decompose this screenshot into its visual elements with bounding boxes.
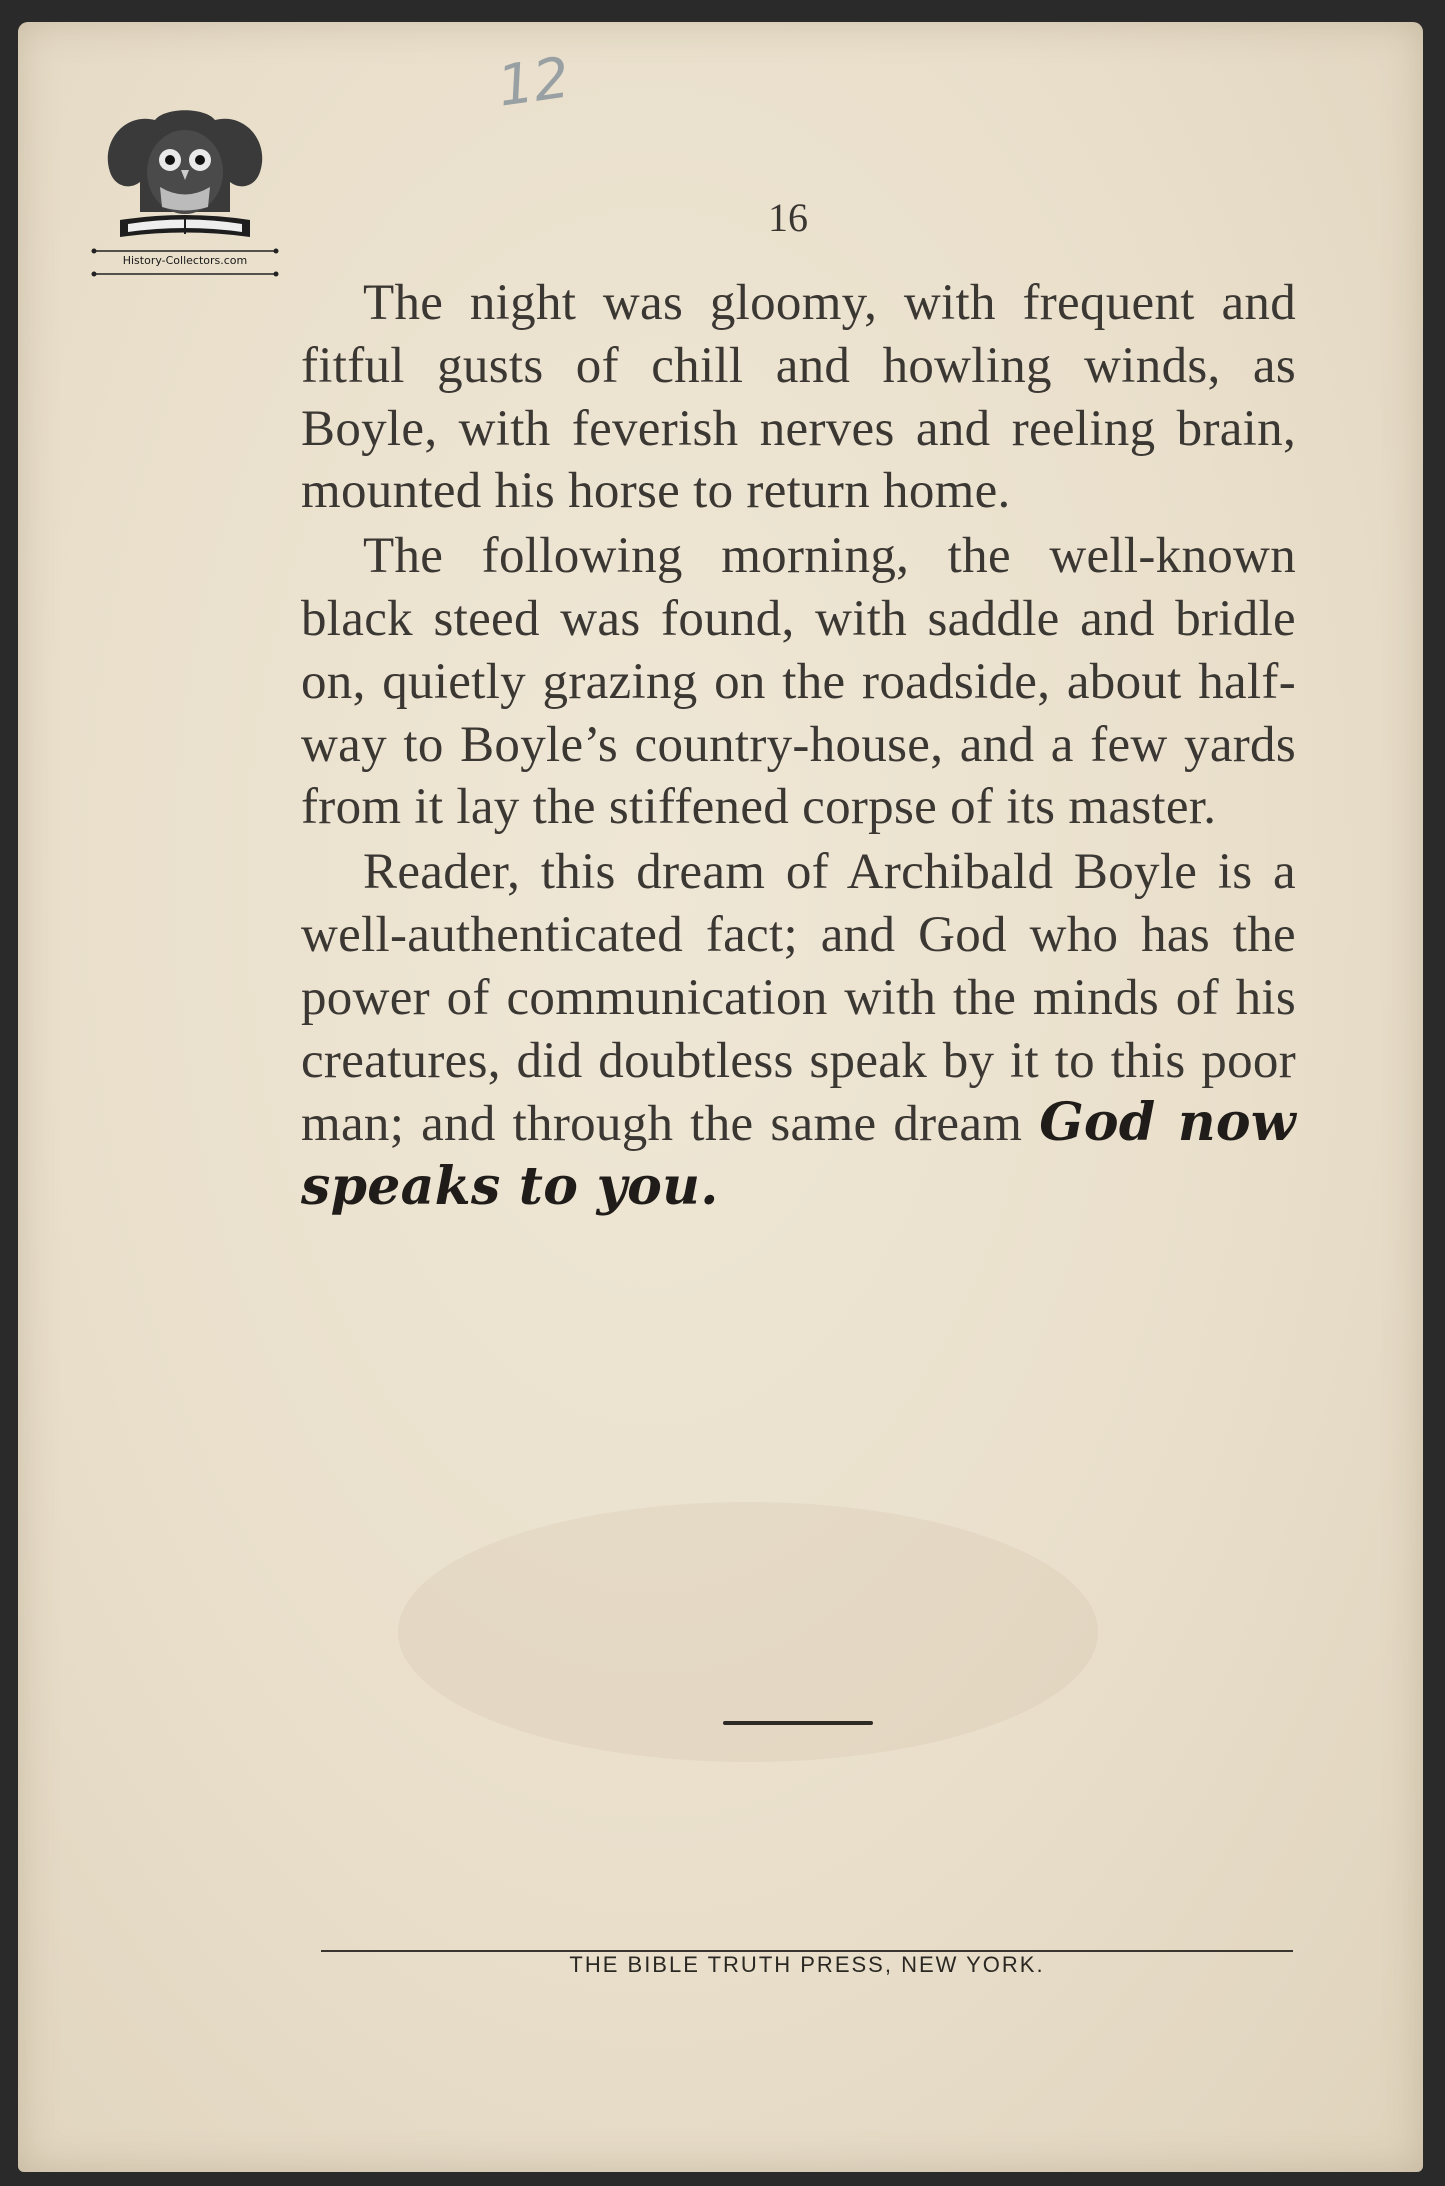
paragraph-2: The following morning, the well-known black steed was found, with saddle and bridle on, quietly grazing on the roadside, about half-way to Boyle’s country-house, and a few yards from it lay the stiffened corpse of its master. xyxy=(301,528,1296,836)
watermark-logo xyxy=(90,102,280,287)
logo-text: History-Collectors.com xyxy=(122,254,248,267)
paragraph-1: The night was gloomy, with frequent and fitful gusts of chill and howling winds, as Boyle, with feverish nerves and reeling brain, mounted his horse to return home. xyxy=(301,275,1296,520)
owl-on-book-icon xyxy=(90,102,280,252)
page-number: 16 xyxy=(768,195,808,240)
section-divider xyxy=(723,1721,873,1725)
body-text xyxy=(301,272,1296,1220)
pencil-margin-mark: 12 xyxy=(493,45,574,120)
publisher-imprint: THE BIBLE TRUTH PRESS, NEW YORK. xyxy=(569,1952,1045,1977)
emphasized-closing: God now speaks to you. xyxy=(301,1092,1296,1218)
paragraph-3 xyxy=(301,841,1296,1220)
book-page xyxy=(18,22,1423,2172)
paragraph-3-text: Reader, this dream of Archibald Boyle is a well-authenticated fact; and God who has the power of communication with the minds of his creatures, did doubtless speak by it to this poor man; and through the same dream xyxy=(301,844,1296,1153)
